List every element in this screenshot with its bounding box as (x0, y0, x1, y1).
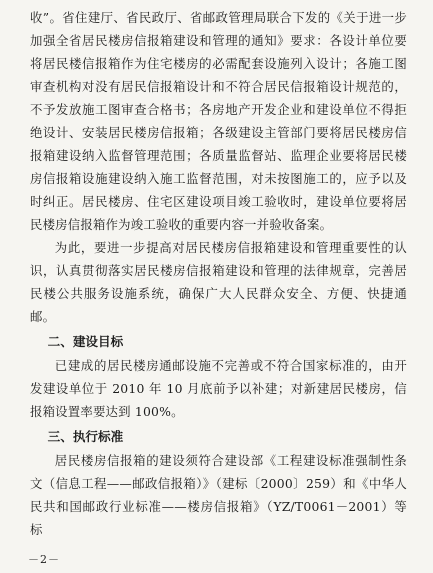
page-number: －2－ (28, 553, 60, 566)
paragraph-requirements: 收”。省住建厅、省民政厅、省邮政管理局联合下发的《关于进一步加强全省居民楼房信报箱建设和管理的通知》要求：各设计单位要将居民楼信报箱作为住宅楼房的必需配套设施列入设计；各施工图审查机构对没有居民信报箱设计和不符合居民信报箱设计规范的，不予发放施工图审查合格书；各房地产开发企业和建设单位不得拒绝设计、安装居民楼房信报箱；各级建设主管部门要将居民楼房信报箱建设纳入监督管理范围；各质量监督站、监理企业要将居民楼房信报箱设施建设纳入施工监督范围，对未按图施工的，应予以及时纠正。居民楼房、住宅区建设项目竣工验收时，建设单位要将居民楼房信报箱作为竣工验收的重要内容一并验收备案。 (30, 10, 407, 232)
paragraph-standards: 居民楼房信报箱的建设须符合建设部《工程建设标准强制性条文（信息工程——邮政信报箱）》（建标〔2000〕259）和《中华人民共和国邮政行业标准——楼房信报箱》（YZ/T0061－2001）等标 (30, 453, 407, 537)
paragraph-importance: 为此，要进一步提高对居民楼房信报箱建设和管理重要性的认识，认真贯彻落实居民楼房信报箱建设和管理的法律规章，完善居民楼公共服务设施系统，确保广大人民群众安全、方便、快捷通邮。 (30, 240, 407, 324)
paragraph-goals: 已建成的居民楼房通邮设施不完善或不符合国家标准的，由开发建设单位于 2010 年 10 月底前予以补建；对新建居民楼房，信报箱设置率要达到 100%。 (30, 358, 407, 419)
section-heading-standards: 三、执行标准 (47, 429, 124, 444)
section-heading-goals: 二、建设目标 (47, 334, 124, 349)
